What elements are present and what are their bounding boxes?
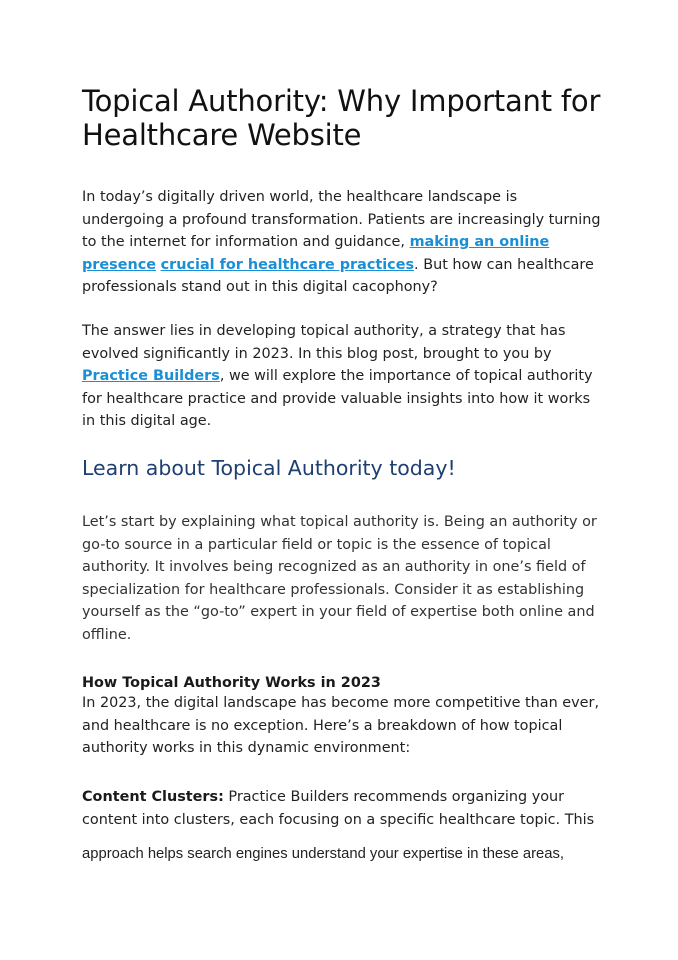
- intro-paragraph: [82, 186, 602, 299]
- clusters-label: Content Clusters:: [82, 789, 224, 805]
- practice-builders-link[interactable]: Practice Builders: [82, 368, 220, 385]
- explain-paragraph: Let’s start by explaining what topical authority is. Being an authority or go-to source in a particular field or topic is the essence of topical authority. It involves being recognized as an authority in one’s field of specialization for healthcare professionals. Consider it as establishing yourself as the “go-to” expert in your field of expertise both online and offline.: [82, 514, 597, 643]
- crucial-healthcare-practices-link[interactable]: crucial for healthcare practices: [160, 256, 415, 273]
- clusters-text: Practice Builders recommends organizing your content into clusters, each focusing on a specific healthcare topic. This: [82, 789, 595, 828]
- subheading: How Topical Authority Works in 2023: [82, 675, 381, 691]
- works-paragraph: In 2023, the digital landscape has become more competitive than ever, and healthcare is no exception. Here’s a breakdown of how topical authority works in this dynamic environment:: [82, 695, 600, 757]
- answer-text: The answer lies in developing topical authority, a strategy that has evolved significantly in 2023. In this blog post, brought to you by: [82, 323, 566, 362]
- answer-text-end: , we will explore the importance of topical authority for healthcare practice and provide valuable insights into how it works in this digital age.: [82, 368, 593, 430]
- answer-paragraph: [82, 320, 602, 433]
- clusters-paragraph: [82, 786, 602, 831]
- section-heading: Learn about Topical Authority today!: [82, 456, 456, 480]
- making-online-presence-link[interactable]: making an online presence: [82, 234, 550, 273]
- intro-text-end: . But how can healthcare professionals stand out in this digital cacophony?: [82, 256, 594, 296]
- continuation-paragraph: approach helps search engines understand your expertise in these areas,: [82, 846, 565, 862]
- intro-text: In today’s digitally driven world, the healthcare landscape is undergoing a profound transformation. Patients are increasingly turning to the internet for information and guidance,: [82, 189, 601, 251]
- page-title: Topical Authority: Why Important for Healthcare Website: [82, 84, 601, 152]
